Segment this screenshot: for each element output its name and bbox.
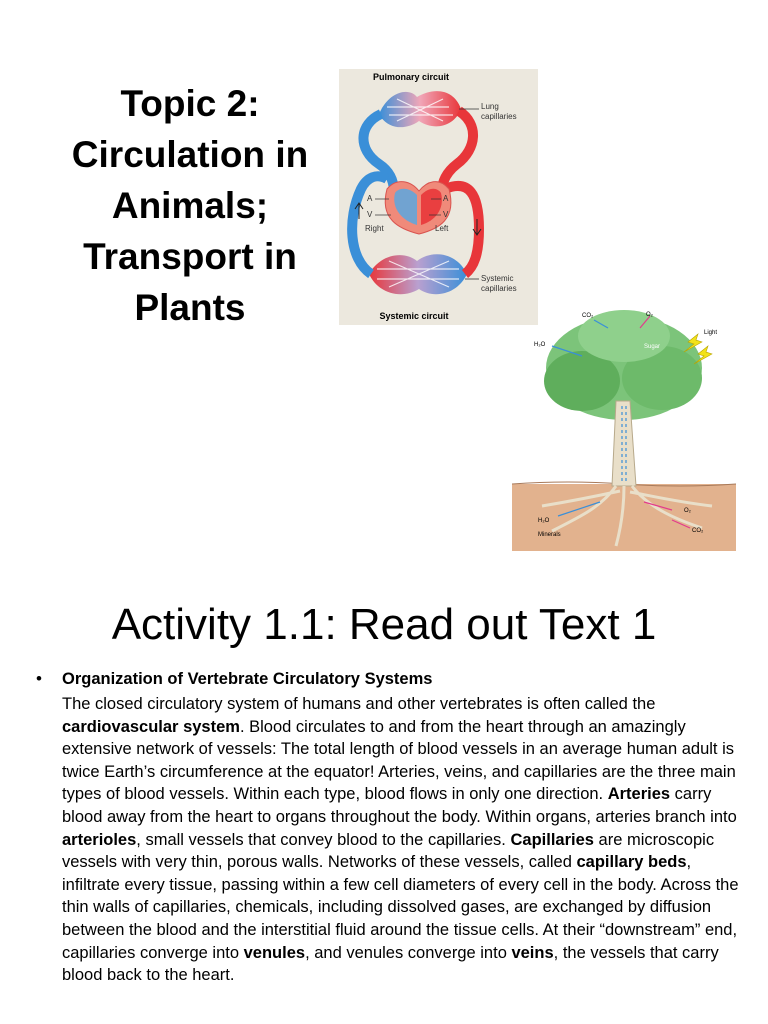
title-line: Topic 2: [120, 83, 260, 124]
text-run: , and venules converge into [305, 943, 512, 962]
root-h2o-label: H₂O [538, 518, 550, 524]
term-arteries: Arteries [607, 785, 671, 804]
body-paragraph [62, 693, 752, 987]
right-ventricle-label: V [367, 210, 373, 219]
lung-capillaries-label: Lung [481, 102, 499, 111]
left-atrium-label: A [443, 194, 449, 203]
left-ventricle-label: V [443, 210, 449, 219]
term-veins: veins [511, 943, 554, 962]
text-run: , the vessels that carry blood back to the heart. [62, 943, 719, 985]
o2-label: O₂ [646, 312, 653, 318]
right-side-label: Right [365, 224, 384, 233]
pulmonary-circuit-label: Pulmonary circuit [372, 72, 450, 82]
systemic-capillaries-label: capillaries [481, 284, 517, 293]
circulation-diagram-svg [339, 69, 538, 325]
term-cardiovascular-system: cardiovascular system [62, 717, 240, 736]
title-line: Circulation in [71, 134, 309, 175]
section-heading: Organization of Vertebrate Circulatory Systems [62, 670, 433, 688]
term-capillaries: Capillaries [510, 830, 594, 849]
circulation-diagram [339, 69, 538, 325]
right-atrium-label: A [367, 194, 373, 203]
text-run: carry blood away from the heart to organs throughout the body. Within organs, arteries branch into [62, 785, 737, 826]
left-side-label: Left [435, 224, 449, 233]
minerals-label: Minerals [538, 532, 561, 538]
plant-transport-diagram-svg [512, 306, 736, 551]
light-label: Light [704, 330, 718, 336]
systemic-circuit-label: Systemic circuit [379, 311, 449, 321]
term-venules: venules [243, 943, 306, 962]
activity-heading: Activity 1.1: Read out Text 1 [111, 600, 657, 649]
page-title [40, 78, 340, 333]
title-line: Animals; [111, 185, 269, 226]
root-o2-label: O₂ [684, 508, 691, 514]
title-line: Transport in [83, 236, 297, 277]
systemic-capillaries-label: Systemic [481, 274, 514, 283]
lung-capillaries-label: capillaries [481, 112, 517, 121]
plant-transport-diagram [512, 306, 736, 551]
bullet-marker: • [36, 669, 42, 688]
lung-capillary-bed [379, 91, 461, 127]
sugar-label: Sugar [644, 344, 661, 350]
text-run: . Blood circulates to and from the heart through an amazingly extensive network of vessels: The total length of blood vessels in an average human adult is twice Earth’s circumference at the equator! Arteries, veins, and capillaries are the three main types of blood vessels. Within each type, blood flows in only one direction. [62, 717, 736, 804]
text-run: , infiltrate every tissue, passing within a few cell diameters of every cell in the body. Across the thin walls of capillaries, chemicals, including dissolved gases, are exchanged by diffusion between the blood and the interstitial fluid around the tissue cells. At their “downstream” end, capillaries converge into [62, 853, 739, 962]
h2o-label: H₂O [534, 342, 546, 348]
text-run: , small vessels that convey blood to the capillaries. [136, 830, 511, 849]
root-co2-label: CO₂ [692, 528, 704, 534]
title-line: Plants [134, 287, 246, 328]
text-run: are microscopic vessels with very thin, porous walls. Networks of these vessels, called [62, 830, 715, 872]
term-arterioles: arterioles [62, 830, 137, 849]
co2-label: CO₂ [582, 313, 594, 319]
term-capillary-beds: capillary beds [576, 853, 687, 872]
text-run: The closed circulatory system of humans and other vertebrates is often called the [62, 695, 656, 713]
